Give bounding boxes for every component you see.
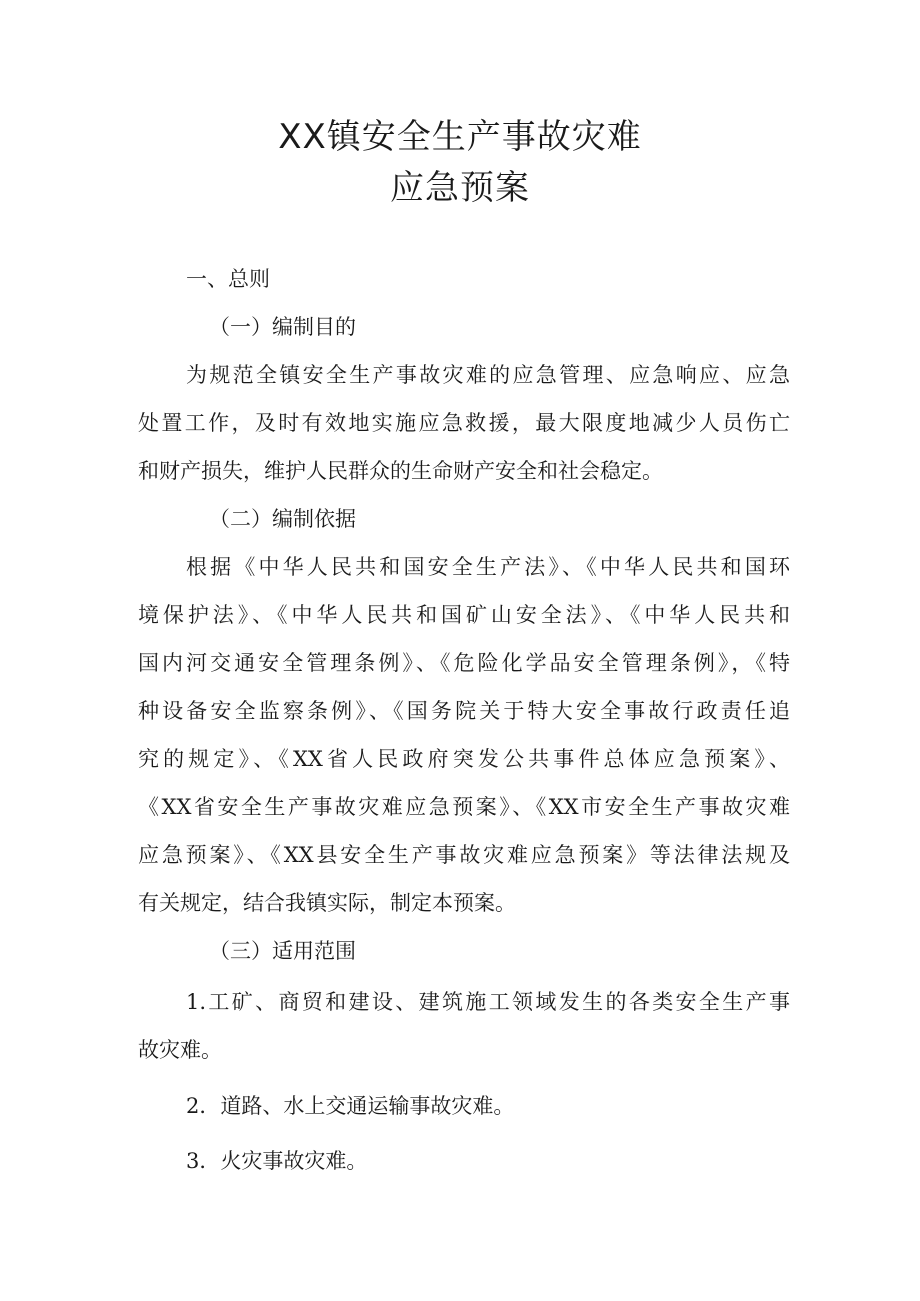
basis-paragraph-line: 应急预案》、《XX县安全生产事故灾难应急预案》等法律法规及 xyxy=(138,843,790,867)
basis-paragraph-line: 境保护法》、《中华人民共和国矿山安全法》、《中华人民共和 xyxy=(138,603,790,627)
subheading-purpose: （一）编制目的 xyxy=(209,315,356,339)
basis-paragraph-line: 有关规定，结合我镇实际，制定本预案。 xyxy=(138,891,516,915)
purpose-paragraph-line: 处置工作，及时有效地实施应急救援，最大限度地减少人员伤亡 xyxy=(138,411,790,435)
subheading-basis: （二）编制依据 xyxy=(209,507,356,531)
basis-paragraph-line: 种设备安全监察条例》、《国务院关于特大安全事故行政责任追 xyxy=(138,699,790,723)
basis-paragraph-line: 根据《中华人民共和国安全生产法》、《中华人民共和国环 xyxy=(186,555,790,579)
basis-paragraph-line: 《XX省安全生产事故灾难应急预案》、《XX市安全生产事故灾难 xyxy=(138,795,790,819)
scope-item-line: 故灾难。 xyxy=(138,1038,222,1062)
purpose-paragraph-line: 为规范全镇安全生产事故灾难的应急管理、应急响应、应急 xyxy=(186,363,790,387)
document-title-line-2: 应急预案 xyxy=(390,168,530,208)
purpose-paragraph-line: 和财产损失，维护人民群众的生命财产安全和社会稳定。 xyxy=(138,459,663,483)
subheading-scope: （三）适用范围 xyxy=(209,939,356,963)
basis-paragraph-line: 究的规定》、《XX省人民政府突发公共事件总体应急预案》、 xyxy=(138,747,790,771)
basis-paragraph-line: 国内河交通安全管理条例》、《危险化学品安全管理条例》，《特 xyxy=(138,651,790,675)
document-title-line-1: XX镇安全生产事故灾难 xyxy=(278,117,642,157)
section-heading-general: 一、总则 xyxy=(186,267,270,291)
scope-item-line: 2．道路、水上交通运输事故灾难。 xyxy=(186,1094,515,1118)
scope-item-line: 3．火灾事故灾难。 xyxy=(186,1149,368,1173)
scope-item-line: 1.工矿、商贸和建设、建筑施工领域发生的各类安全生产事 xyxy=(186,990,790,1014)
